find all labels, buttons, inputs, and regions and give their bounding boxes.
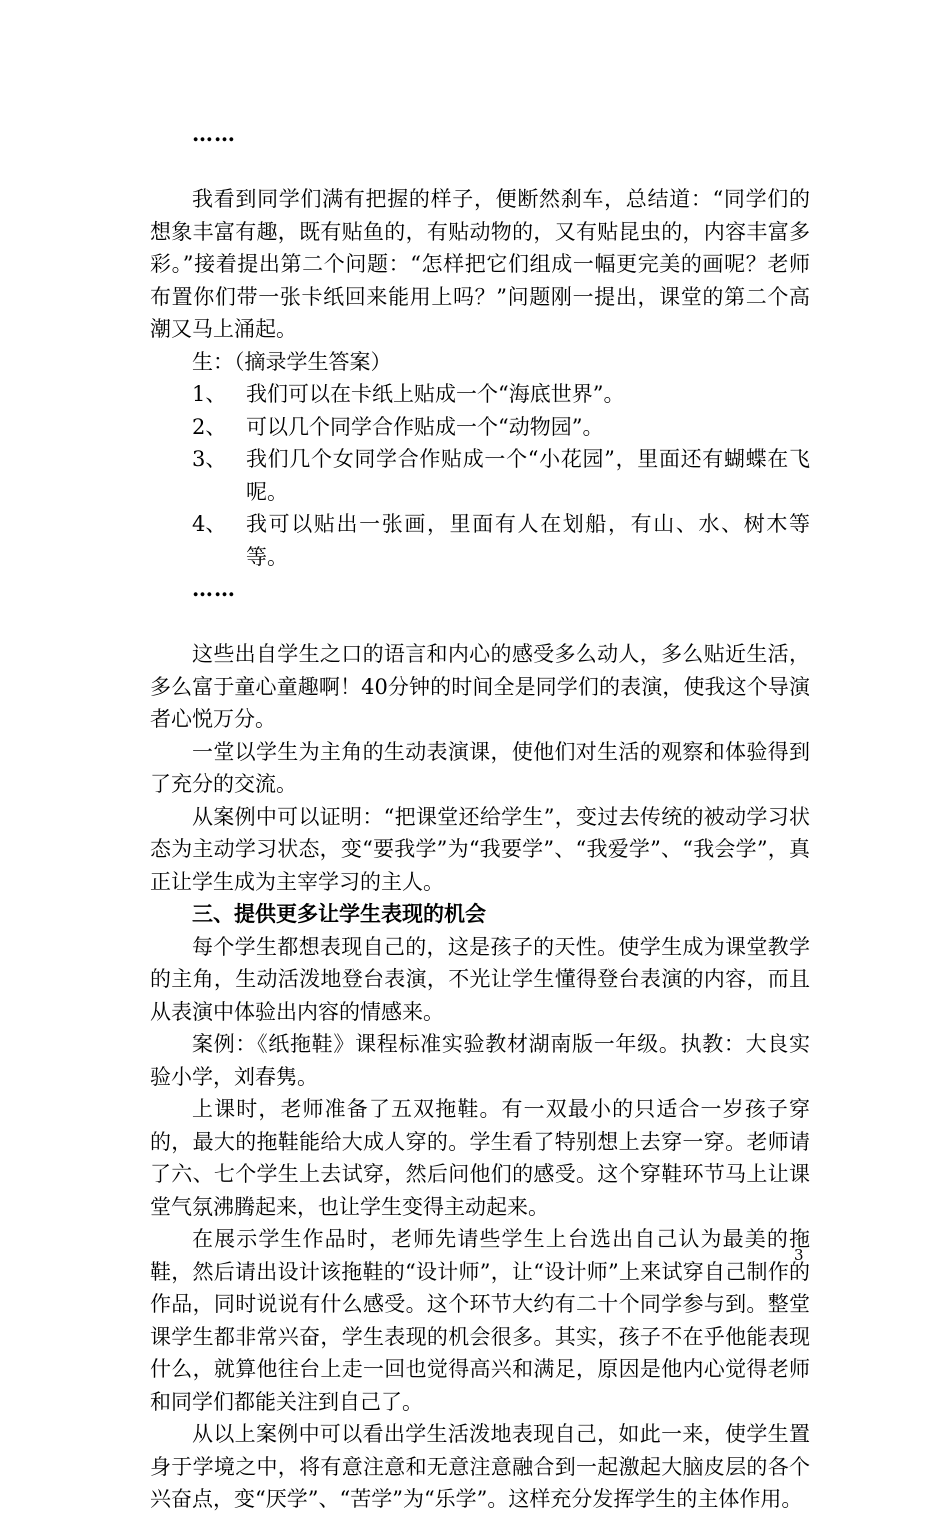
answer-text: 我们可以在卡纸上贴成一个“海底世界”。 [246,382,625,406]
answer-item [150,508,810,573]
ellipsis-top: …… [192,121,236,146]
paragraph-case: 案例：《纸拖鞋》课程标准实验教材湖南版一年级。执教：大良实验小学，刘春隽。 [150,1032,810,1089]
answer-number: 1、 [192,382,227,406]
answer-number: 2、 [192,414,227,439]
answer-number: 4、 [192,512,227,536]
answer-item [150,411,810,444]
answer-item [150,378,810,411]
paragraph-final: 从以上案例中可以看出学生活泼地表现自己，如此一来，使学生置身于学境之中，将有意注意和无意注意融合到一起激起大脑皮层的各个兴奋点，变“厌学”、“苦学”为“乐学”。这样充分发挥学生的主体作用。 [150,1422,810,1511]
answer-text: 我们几个女同学合作贴成一个“小花园”，里面还有蝴蝶在飞呢。 [246,447,810,504]
paragraph-class-start: 上课时，老师准备了五双拖鞋。有一双最小的只适合一岁孩子穿的，最大的拖鞋能给大成人穿的。学生看了特别想上去穿一穿。老师请了六、七个学生上去试穿，然后问他们的感受。这个穿鞋环节马上让课堂气氛沸腾起来，也让学生变得主动起来。 [150,1097,810,1219]
answer-text: 我可以贴出一张画，里面有人在划船，有山、水、树木等等。 [246,512,810,569]
paragraph-conclusion: 从案例中可以证明：“把课堂还给学生”，变过去传统的被动学习状态为主动学习状态，变“要我学”为“我要学”、“我爱学”、“我会学”，真正让学生成为主宰学习的主人。 [150,804,810,894]
page-content [150,118,810,1516]
paragraph-nature: 每个学生都想表现自己的，这是孩子的天性。使学生成为课堂教学的主角，生动活泼地登台表演，不光让学生懂得登台表演的内容，而且从表演中体验出内容的情感来。 [150,934,810,1024]
answer-text: 可以几个同学合作贴成一个“动物园”。 [246,414,604,439]
paragraph-exhibition: 在展示学生作品时，老师先请些学生上台选出自己认为最美的拖鞋，然后请出设计该拖鞋的“设计师”，让“设计师”上来试穿自己制作的作品，同时说说有什么感受。这个环节大约有二十个同学参与到。整堂课学生都非常兴奋，学生表现的机会很多。其实，孩子不在乎他能表现什么，就算他往台上走一回也觉得高兴和满足，原因是他内心觉得老师和同学们都能关注到自己了。 [150,1227,810,1414]
paragraph-reflection: 这些出自学生之口的语言和内心的感受多么动人，多么贴近生活，多么富于童心童趣啊！40分钟的时间全是同学们的表演，使我这个导演者心悦万分。 [150,642,810,731]
paragraph-lesson-summary: 一堂以学生为主角的生动表演课，使他们对生活的观察和体验得到了充分的交流。 [150,739,810,796]
ellipsis-bottom: …… [192,576,236,601]
paragraph-student-answers-label: 生：（摘录学生答案） [192,349,392,374]
blank-line [150,151,810,184]
answer-number: 3、 [192,447,227,471]
paragraph-summary: 我看到同学们满有把握的样子，便断然刹车，总结道：“同学们的想象丰富有趣，既有贴鱼的，有贴动物的，又有贴昆虫的，内容丰富多彩。”接着提出第二个问题：“怎样把它们组成一幅更完美的画呢？老师布置你们带一张卡纸回来能用上吗？”问题刚一提出，课堂的第二个高潮又马上涌起。 [150,187,810,341]
answer-item [150,443,810,508]
blank-line [150,606,810,639]
page-number: 3 [794,1246,804,1264]
section-heading: 三、提供更多让学生表现的机会 [192,901,486,926]
